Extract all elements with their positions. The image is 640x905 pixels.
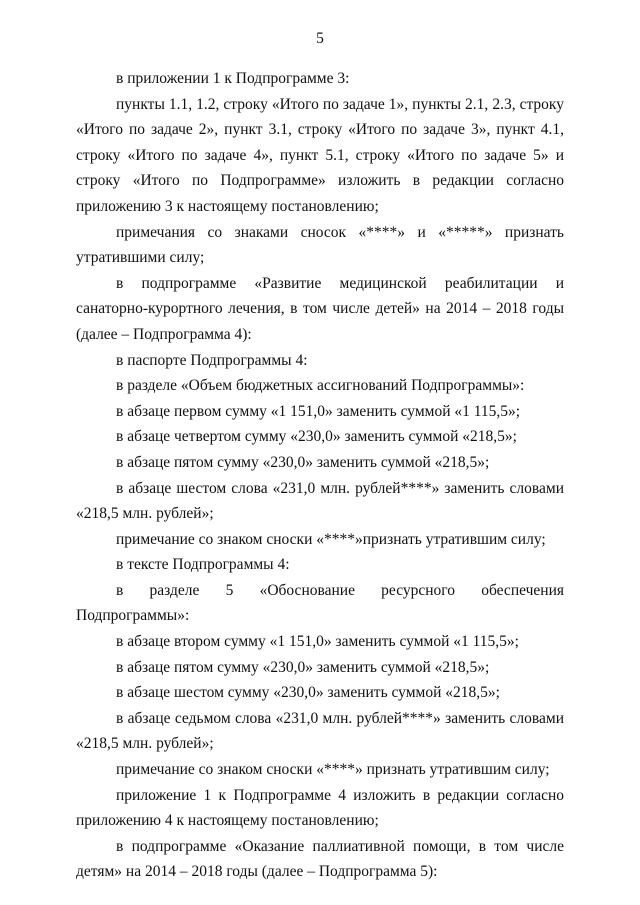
paragraph: в абзаце седьмом слова «231,0 млн. рублей****» заменить словами «218,5 млн. рублей»; xyxy=(76,709,564,753)
paragraph: в абзаце шестом слова «231,0 млн. рублей****» заменить словами «218,5 млн. рублей»; xyxy=(76,479,564,523)
paragraph: в абзаце пятом сумму «230,0» заменить суммой «218,5»; xyxy=(116,453,490,471)
paragraph: в абзаце пятом сумму «230,0» заменить суммой «218,5»; xyxy=(116,658,490,676)
paragraph: пункты 1.1, 1.2, строку «Итого по задаче 1», пункты 2.1, 2.3, строку «Итого по задаче 2», пункт 3.1, строку «Итого по задаче 3», пункт 4.1, строку «Итого по задаче 4», пункт 5.1, строку «Итого по задаче 5» и строку «Итого по Подпрограмме» изложить в редакции согласно приложению 3 к настоящему постановлению; xyxy=(76,95,564,215)
paragraph: в приложении 1 к Подпрограмме 3: xyxy=(116,70,350,87)
paragraph: примечания со знаками сносок «****» и «*****» признать утратившими силу; xyxy=(76,223,564,267)
paragraph: в абзаце шестом сумму «230,0» заменить суммой «218,5»; xyxy=(116,684,500,702)
paragraph: в паспорте Подпрограммы 4: xyxy=(116,351,308,369)
paragraph: приложение 1 к Подпрограмме 4 изложить в редакции согласно приложению 4 к настоящему постановлению; xyxy=(76,786,564,830)
paragraph: в подпрограмме «Оказание паллиативной помощи, в том числе детям» на 2014 – 2018 годы (далее – Подпрограмма 5): xyxy=(76,837,564,881)
paragraph: в абзаце втором сумму «1 151,0» заменить суммой «1 115,5»; xyxy=(116,633,519,651)
document-body xyxy=(76,66,564,885)
paragraph: в абзаце первом сумму «1 151,0» заменить суммой «1 115,5»; xyxy=(116,402,521,420)
paragraph: в подпрограмме «Развитие медицинской реабилитации и санаторно-курортного лечения, в том числе детей» на 2014 – 2018 годы (далее – Подпрограмма 4): xyxy=(76,274,564,343)
paragraph: в разделе 5 «Обоснование ресурсного обеспечения Подпрограммы»: xyxy=(76,581,564,625)
paragraph: примечание со знаком сноски «****» признать утратившим силу; xyxy=(116,761,550,779)
paragraph: в разделе «Объем бюджетных ассигнований Подпрограммы»: xyxy=(116,377,525,395)
page-number: 5 xyxy=(316,30,324,47)
paragraph: в тексте Подпрограммы 4: xyxy=(116,556,290,574)
paragraph: в абзаце четвертом сумму «230,0» заменить суммой «218,5»; xyxy=(116,428,517,446)
paragraph: примечание со знаком сноски «****»признать утратившим силу; xyxy=(116,530,546,548)
